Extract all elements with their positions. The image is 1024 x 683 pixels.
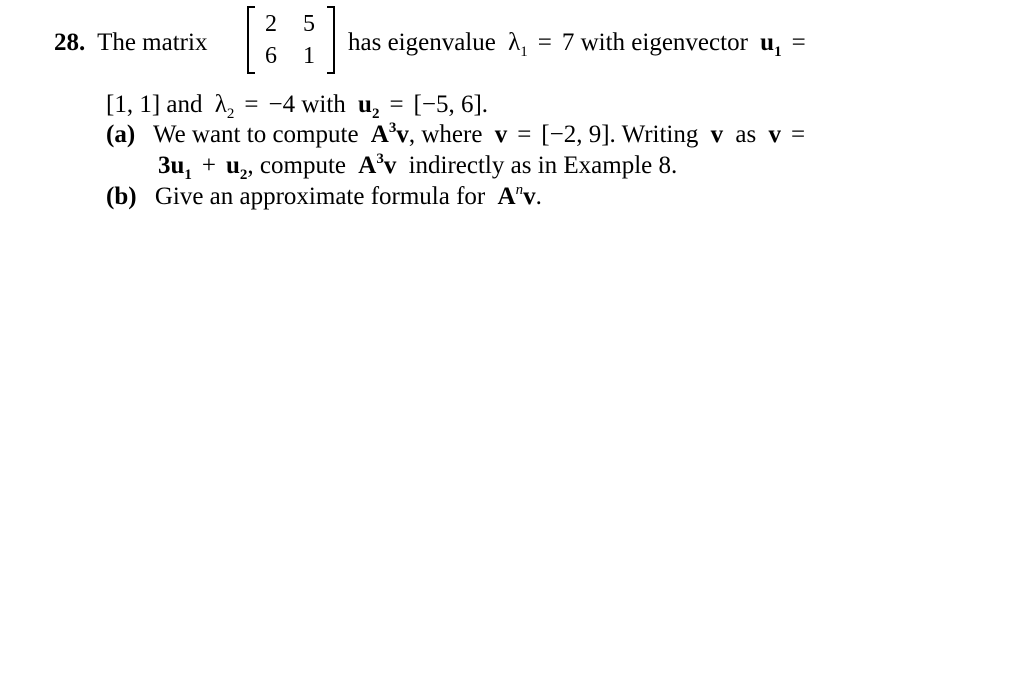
combo-3u1: $3u_1$ bbox=[158, 152, 192, 183]
problem-line-2: [1, 1] and $\lambda_2 = -4$ with $u_2 = [-5$, 6]. bbox=[106, 91, 489, 122]
u1-vector: $u_1$ bbox=[760, 29, 782, 60]
a-cubed-v: $A^3v$ bbox=[370, 120, 409, 148]
matrix-cell-22: 1 bbox=[303, 43, 315, 69]
left-bracket bbox=[247, 6, 255, 74]
lambda-2-value: −4 with bbox=[268, 91, 346, 118]
a-n-v: $A^nv$ bbox=[497, 182, 536, 210]
combo-u2: $u_2$ bbox=[226, 152, 248, 183]
problem-intro: The matrix bbox=[97, 29, 208, 56]
lambda-1-value: 7 with eigenvector bbox=[561, 29, 748, 56]
matrix-cell-21: 6 bbox=[265, 43, 277, 69]
lambda-2: $\lambda_2$ bbox=[214, 91, 235, 122]
u1-value: [1, 1] and bbox=[106, 91, 203, 118]
problem-line-1-cont: has eigenvalue $\lambda_1 = 7$ with eigenvector $u_1$ = bbox=[348, 29, 806, 60]
part-a-line-1: (a) We want to compute $A^3v$, where v = [−2, 9]. Writing v as v = bbox=[106, 120, 806, 148]
matrix-cell-11: 2 bbox=[265, 11, 277, 37]
u2-value: [−5, 6]. bbox=[413, 91, 489, 118]
u2-vector: $u_2$ bbox=[358, 91, 380, 122]
right-bracket bbox=[327, 6, 335, 74]
part-a-text: We want to compute bbox=[152, 121, 359, 148]
problem-line-1 bbox=[54, 30, 207, 55]
part-b-text: Give an approximate formula for bbox=[154, 183, 486, 210]
problem-number: 28. bbox=[54, 29, 86, 56]
part-a-text-end: indirectly as in Example 8. bbox=[408, 152, 678, 179]
part-b-label: (b) bbox=[106, 183, 137, 210]
matrix-cell-12: 5 bbox=[303, 11, 315, 37]
matrix-A bbox=[247, 6, 335, 74]
has-eigenvalue-text: has eigenvalue bbox=[348, 29, 496, 56]
part-a-label: (a) bbox=[106, 121, 136, 148]
part-b-line: (b) Give an approximate formula for $A^nv$. bbox=[106, 182, 542, 210]
lambda-1: $\lambda_1$ bbox=[508, 29, 528, 60]
v-value: [−2, 9]. Writing bbox=[541, 121, 699, 148]
part-a-line-2: $3u_1 + u_2$, compute $A^3v$ indirectly as in Example 8. bbox=[158, 151, 678, 183]
